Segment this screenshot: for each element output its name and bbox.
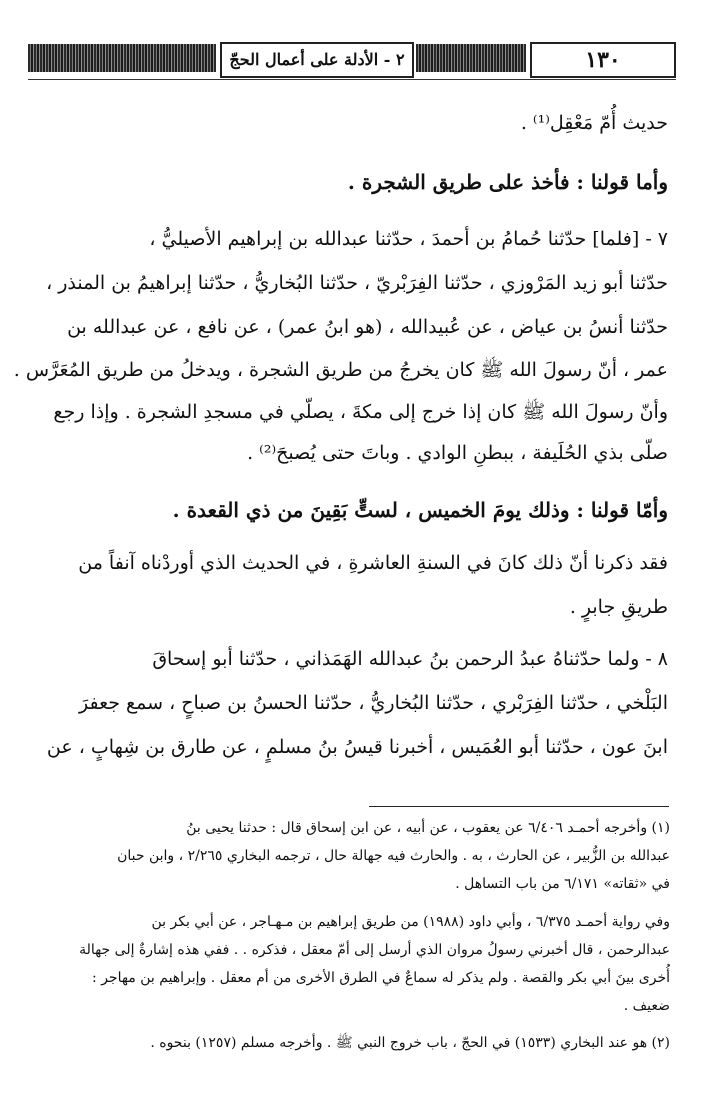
text-line: حدّثنا أنسُ بن عياض ، عن عُبيدالله ، (هو ابنُ عمر) ، عن نافع ، عن عبدالله بن bbox=[67, 316, 668, 338]
text-line: البَلْخي ، حدّثنا الفِرَبْري ، حدّثنا البُخاريُّ ، حدّثنا الحسنُ بن صباحٍ ، سمع جعفرَ bbox=[78, 692, 668, 714]
text-line: فقد ذكرنا أنّ ذلك كانَ في السنةِ العاشرةِ ، في الحديث الذي أوردْناه آنفاً من bbox=[78, 552, 668, 574]
footnote-line: ضعيف . bbox=[623, 998, 670, 1014]
text-line: ٧ - [فلما] حدّثنا حُمامُ بن أحمدَ ، حدّثنا عبدالله بن إبراهيم الأصيليُّ ، bbox=[149, 228, 668, 250]
footnote-line: في «ثقاته» ٦/١٧١ من باب التساهل . bbox=[455, 876, 670, 892]
footnote-line: وفي رواية أحمـد ٦/٣٧٥ ، وأبي داود (١٩٨٨) من طريق إبراهيم بن مـهـاجر ، عن أبي بكر بن bbox=[151, 914, 670, 930]
footnote-line: (٢) هو عند البخاري (١٥٣٣) في الحجّ ، باب خروج النبي ﷺ . وأخرجه مسلم (١٢٥٧) بنحوه . bbox=[150, 1035, 670, 1051]
text-line: طريقِ جابرٍ . bbox=[569, 596, 668, 618]
text-line: عمر ، أنّ رسولَ الله ﷺ كان يخرجُ من طريق الشجرة ، ويدخلُ من طريق المُعَرَّس . bbox=[13, 359, 668, 381]
section-heading: وأما قولنا : فأخذ على طريق الشجرة . bbox=[347, 170, 668, 194]
text-line: حديث أُمّ مَعْقِل⁽¹⁾ . bbox=[520, 112, 668, 134]
footnote-line: عبدالرحمن ، قال أخبرني رسولُ مروان الذي أرسل إلى أمّ معقل ، فذكره . . ففي هذه إشارةٌ إلى جهالة bbox=[79, 942, 670, 958]
chapter-title: ٢ - الأدلة على أعمال الحجّ bbox=[220, 42, 414, 78]
text-line: حدّثنا أبو زيد المَرْوزي ، حدّثنا الفِرَبْريّ ، حدّثنا البُخاريُّ ، حدّثنا إبراهيمُ بن المنذر ، bbox=[46, 272, 668, 294]
footnotes bbox=[38, 0, 670, 1096]
section-heading: وأمّا قولنا : وذلك يومَ الخميس ، لستٍّ بَقِينَ من ذي القعدة . bbox=[172, 498, 668, 522]
text-line: ٨ - ولما حدّثناهُ عبدُ الرحمن بنُ عبدالله الهَمَذاني ، حدّثنا أبو إسحاقَ bbox=[152, 648, 668, 670]
footnote-line: (١) وأخرجه أحمـد ٦/٤٠٦ عن يعقوب ، عن أبيه ، عن ابن إسحاق قال : حدثنا يحيى بنُ bbox=[186, 820, 670, 836]
text-line: صلّى بذي الحُلَيفة ، ببطنِ الوادي . وباتَ حتى يُصبحَ⁽²⁾ . bbox=[247, 442, 668, 464]
text-line: ابنَ عون ، حدّثنا أبو العُمَيس ، أخبرنا قيسُ بنُ مسلمٍ ، عن طارق بن شِهابٍ ، عن bbox=[46, 736, 668, 758]
page-number: ١٣٠ bbox=[530, 42, 676, 78]
text-line: وأنّ رسولَ الله ﷺ كان إذا خرج إلى مكةَ ، يصلّي في مسجدِ الشجرة . وإذا رجع bbox=[53, 401, 668, 423]
footnote-line: أُخرى بينَ أبي بكر والقصة . ولم يذكر له سماعٌ في الطرق الأخرى من أم معقل . وإبراهيم بن مهاجر : bbox=[92, 970, 670, 986]
footnote-line: عبدالله بن الزُّبير ، عن الحارث ، به . والحارث فيه جهالة حال ، ترجمه البخاري ٢/٢٦٥ ، وابن حبان bbox=[117, 848, 670, 864]
